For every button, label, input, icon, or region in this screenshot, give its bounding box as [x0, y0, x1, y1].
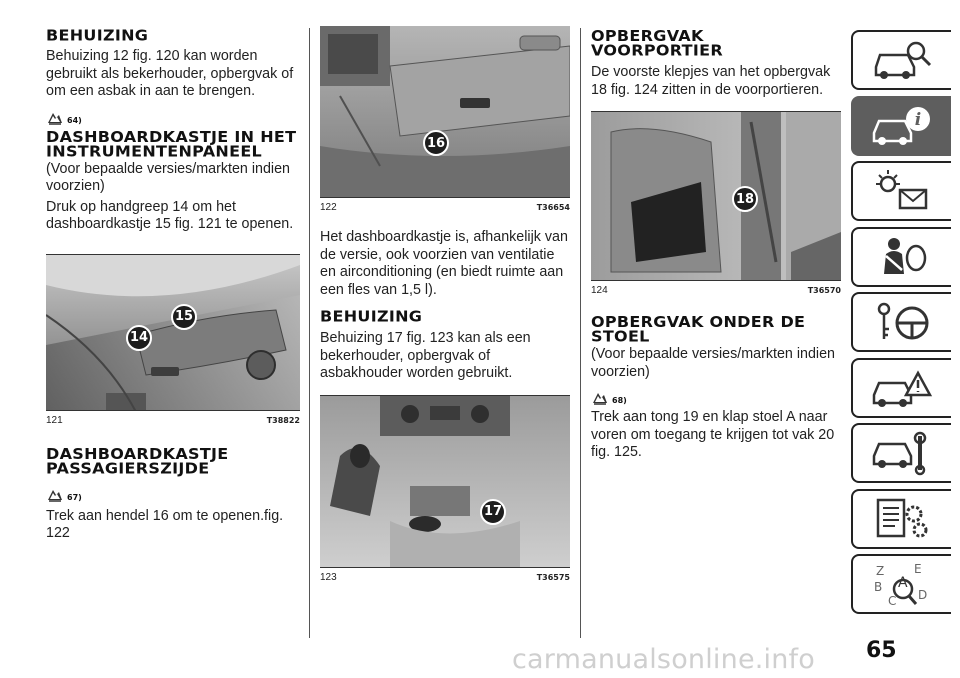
car-search-icon [870, 37, 934, 83]
heading-opbergvak-voorportier: OPBERGVAK VOORPORTIER [591, 26, 723, 60]
heading-opbergvak-onder-de-stoel: OPBERGVAK ONDER DE STOEL [591, 312, 806, 346]
dashboard-photo [46, 255, 300, 411]
door-pocket-photo [591, 112, 841, 281]
index-letter: B [874, 580, 883, 594]
figure-number: 124 [591, 285, 608, 296]
road-warning-icon [870, 365, 934, 411]
warning-ref-number: 68) [612, 396, 627, 405]
tab-maintenance[interactable] [851, 423, 951, 483]
car-wrench-icon [870, 430, 934, 476]
index-letter: D [918, 588, 928, 602]
tab-safety[interactable] [851, 227, 951, 287]
warning-reference [46, 105, 300, 125]
console-cupholder-photo [320, 396, 570, 568]
tab-car-info[interactable] [851, 96, 951, 156]
warning-hand-icon [46, 486, 64, 502]
column-2 [320, 26, 570, 583]
watermark: carmanualsonline.info [512, 644, 815, 675]
figure-caption [46, 415, 300, 426]
heading-behuizing: BEHUIZING [320, 307, 423, 326]
warning-ref-number: 64) [67, 115, 82, 125]
paragraph: De voorste klepjes van het opbergvak 18 fig. 124 zitten in de voorportieren. [591, 64, 831, 98]
callout-16: 16 [423, 130, 449, 156]
column-divider [309, 28, 310, 638]
callout-18: 18 [732, 186, 758, 212]
warning-reference [46, 482, 300, 502]
paragraph: (Voor bepaalde versies/markten indien voorzien) [46, 160, 290, 194]
seatbelt-airbag-icon [870, 234, 934, 280]
heading-dashboardkastje-passagierszijde: DASHBOARDKASTJE PASSAGIERSZIJDE [46, 444, 229, 477]
figure-122 [320, 26, 570, 198]
figure-caption [320, 572, 570, 583]
paragraph: Behuizing 12 fig. 120 kan worden gebruikt als bekerhouder, opbergvak of om een asbak in aan te brengen. [46, 48, 294, 99]
figure-number: 121 [46, 414, 63, 426]
warning-light-message-icon [870, 168, 934, 214]
figure-123 [320, 395, 570, 568]
paragraph: Behuizing 17 fig. 123 kan als een bekerhouder, opbergvak of asbakhouder worden gebruikt. [320, 330, 531, 381]
callout-15: 15 [171, 304, 197, 330]
svg-text:i: i [914, 109, 922, 130]
key-steering-wheel-icon [870, 299, 934, 345]
figure-code: T36654 [536, 203, 570, 212]
callout-17: 17 [480, 499, 506, 525]
paragraph: Trek aan tong 19 en klap stoel A naar voren om toegang te krijgen tot vak 20 fig. 125. [591, 409, 835, 460]
column-3 [591, 28, 841, 462]
tab-index[interactable] [851, 554, 951, 614]
warning-reference [591, 385, 841, 405]
figure-number: 122 [320, 202, 337, 213]
warning-hand-icon [46, 109, 64, 125]
heading-behuizing: BEHUIZING [46, 26, 149, 45]
tab-emergency[interactable] [851, 358, 951, 418]
column-1 [46, 28, 300, 543]
glovebox-photo [320, 26, 570, 198]
warning-ref-number: 67) [67, 492, 82, 502]
callout-14: 14 [126, 325, 152, 351]
figure-code: T36570 [807, 286, 841, 295]
car-info-icon [870, 103, 934, 149]
figure-number: 123 [320, 571, 337, 583]
tab-technical-data[interactable] [851, 489, 951, 549]
tab-car-search[interactable] [851, 30, 951, 90]
tab-starting-driving[interactable] [851, 292, 951, 352]
chapter-sidebar [851, 30, 951, 620]
figure-121 [46, 254, 300, 411]
index-letter: Z [876, 564, 885, 578]
index-letter: C [888, 594, 897, 607]
figure-caption [320, 202, 570, 213]
heading-dashboardkastje-instrumentenpaneel: DASHBOARDKASTJE IN HET INSTRUMENTENPANEEL [46, 127, 297, 160]
index-letter: E [914, 562, 922, 576]
paragraph: Het dashboardkastje is, afhankelijk van de versie, ook voorzien van ventilatie en airconditioning (en biedt ruimte aan een fles van 1,5 l). [320, 229, 568, 298]
paragraph: (Voor bepaalde versies/markten indien voorzien) [591, 346, 835, 380]
warning-hand-icon [591, 389, 609, 405]
page-number: 65 [866, 638, 897, 663]
figure-124 [591, 111, 841, 281]
paragraph: Druk op handgreep 14 om het dashboardkastje 15 fig. 121 te openen. [46, 198, 294, 232]
figure-caption [591, 285, 841, 296]
column-divider [580, 28, 581, 638]
index-letter: A [898, 575, 908, 591]
tab-warning-lights[interactable] [851, 161, 951, 221]
alphabet-index-icon [870, 561, 934, 607]
figure-code: T36575 [536, 572, 570, 582]
checklist-gears-icon [870, 496, 934, 542]
paragraph: Trek aan hendel 16 om te openen.fig. 122 [46, 507, 284, 541]
figure-code: T38822 [266, 415, 300, 425]
